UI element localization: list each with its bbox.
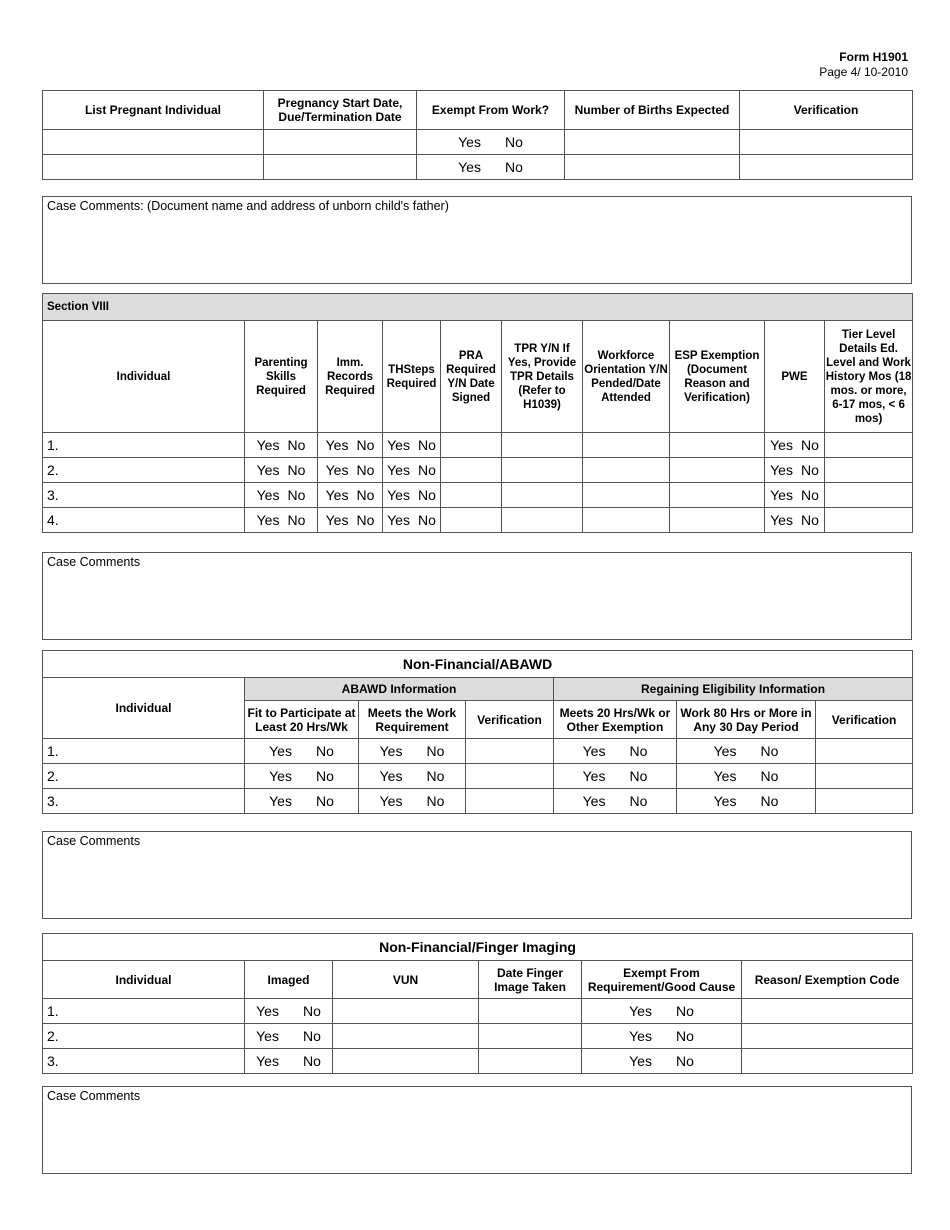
pregnancy-date-field[interactable]: [264, 130, 417, 155]
births-field[interactable]: [565, 130, 740, 155]
pra-field[interactable]: [441, 508, 502, 533]
table-row: [43, 739, 913, 764]
verification-field[interactable]: [466, 789, 554, 814]
col-exempt-from-work: Exempt From Work?: [417, 91, 565, 130]
tpr-field[interactable]: [502, 458, 583, 483]
yes-option[interactable]: Yes: [387, 512, 410, 528]
col-pregnant-individual: List Pregnant Individual: [43, 91, 264, 130]
births-field[interactable]: [565, 155, 740, 180]
abawd-table: [42, 650, 913, 814]
tpr-field[interactable]: [502, 483, 583, 508]
table-row: [43, 483, 913, 508]
tpr-field[interactable]: [502, 433, 583, 458]
regaining-eligibility-group: Regaining Eligibility Information: [554, 678, 913, 701]
yes-option[interactable]: Yes: [256, 437, 280, 453]
table-row: [43, 433, 913, 458]
col-imaged: Imaged: [245, 961, 333, 999]
no-option[interactable]: No: [760, 793, 779, 809]
yes-option[interactable]: Yes: [770, 487, 793, 503]
yes-option[interactable]: Yes: [770, 462, 793, 478]
form-header: [819, 50, 908, 80]
verification-field[interactable]: [816, 764, 913, 789]
no-option[interactable]: No: [426, 793, 445, 809]
verification-field[interactable]: [466, 764, 554, 789]
yes-option[interactable]: Yes: [269, 743, 292, 759]
no-option[interactable]: No: [287, 437, 306, 453]
table-row: [43, 155, 913, 180]
yes-option[interactable]: Yes: [256, 462, 280, 478]
table-row: [43, 1049, 913, 1074]
no-option[interactable]: No: [629, 793, 648, 809]
col-pwe: PWE: [765, 321, 825, 433]
yes-option[interactable]: Yes: [713, 768, 737, 784]
pregnant-individual-field[interactable]: [43, 130, 264, 155]
esp-field[interactable]: [670, 433, 765, 458]
no-option[interactable]: No: [426, 743, 445, 759]
row-number: 2.: [43, 764, 245, 789]
reason-field[interactable]: [742, 1049, 913, 1074]
no-option[interactable]: No: [760, 768, 779, 784]
table-row: [43, 999, 913, 1024]
col-esp-exemption: ESP Exemption (Document Reason and Verification): [670, 321, 765, 433]
yes-option[interactable]: Yes: [387, 437, 410, 453]
yes-option[interactable]: Yes: [269, 768, 292, 784]
no-option[interactable]: No: [315, 768, 334, 784]
col-meets-20-hrs: Meets 20 Hrs/Wk or Other Exemption: [554, 701, 677, 739]
col-exempt-from-req: Exempt From Requirement/Good Cause: [582, 961, 742, 999]
row-number: 2.: [43, 1024, 245, 1049]
yes-option[interactable]: Yes: [256, 487, 280, 503]
yes-option[interactable]: Yes: [582, 743, 606, 759]
yes-option[interactable]: Yes: [629, 1028, 652, 1044]
case-comments-label: Case Comments: (Document name and address of unborn child's father): [47, 199, 449, 213]
pregnancy-table: [42, 90, 913, 180]
no-option[interactable]: No: [315, 793, 334, 809]
table-row: [43, 458, 913, 483]
date-field[interactable]: [479, 1049, 582, 1074]
vun-field[interactable]: [333, 999, 479, 1024]
abawd-info-group: ABAWD Information: [245, 678, 554, 701]
yes-option[interactable]: Yes: [629, 1053, 652, 1069]
col-vun: VUN: [333, 961, 479, 999]
col-tpr: TPR Y/N If Yes, Provide TPR Details (Refer to H1039): [502, 321, 583, 433]
verification-field[interactable]: [740, 155, 913, 180]
tpr-field[interactable]: [502, 508, 583, 533]
section-viii-title: Section VIII: [43, 294, 913, 321]
no-option[interactable]: No: [417, 437, 436, 453]
row-number: 3.: [43, 1049, 245, 1074]
yes-option[interactable]: Yes: [770, 512, 793, 528]
row-number: 3.: [43, 789, 245, 814]
no-option[interactable]: No: [800, 462, 819, 478]
pra-field[interactable]: [441, 483, 502, 508]
verification-field[interactable]: [816, 789, 913, 814]
case-comments-label: Case Comments: [47, 834, 141, 848]
no-option[interactable]: No: [800, 512, 819, 528]
col-individual: Individual: [43, 678, 245, 739]
pregnancy-date-field[interactable]: [264, 155, 417, 180]
row-number: 3.: [43, 483, 245, 508]
yes-option[interactable]: Yes: [256, 1003, 279, 1019]
section-viii-table: [42, 293, 913, 533]
row-number: 1.: [43, 999, 245, 1024]
tier-field[interactable]: [825, 483, 913, 508]
yes-option[interactable]: Yes: [458, 159, 481, 175]
no-option[interactable]: No: [302, 1028, 321, 1044]
no-option[interactable]: No: [315, 743, 334, 759]
row-number: 2.: [43, 458, 245, 483]
col-parenting-skills: Parenting Skills Required: [245, 321, 318, 433]
no-option[interactable]: No: [356, 462, 375, 478]
no-option[interactable]: No: [287, 487, 306, 503]
tier-field[interactable]: [825, 508, 913, 533]
yes-option[interactable]: Yes: [458, 134, 481, 150]
yes-option[interactable]: Yes: [629, 1003, 652, 1019]
no-option[interactable]: No: [356, 512, 375, 528]
reason-field[interactable]: [742, 999, 913, 1024]
col-date-finger-image: Date Finger Image Taken: [479, 961, 582, 999]
no-option[interactable]: No: [417, 462, 436, 478]
no-option[interactable]: No: [417, 512, 436, 528]
esp-field[interactable]: [670, 458, 765, 483]
form-number: Form H1901: [839, 50, 908, 64]
col-pra: PRA Required Y/N Date Signed: [441, 321, 502, 433]
no-option[interactable]: No: [504, 159, 523, 175]
date-field[interactable]: [479, 1024, 582, 1049]
no-option[interactable]: No: [356, 487, 375, 503]
yes-option[interactable]: Yes: [379, 743, 403, 759]
no-option[interactable]: No: [675, 1028, 694, 1044]
case-comments-4[interactable]: [42, 1086, 912, 1174]
abawd-title: Non-Financial/ABAWD: [43, 651, 913, 678]
verification-field[interactable]: [466, 739, 554, 764]
table-row: [43, 1024, 913, 1049]
table-row: [43, 130, 913, 155]
no-option[interactable]: No: [504, 134, 523, 150]
pra-field[interactable]: [441, 433, 502, 458]
tier-field[interactable]: [825, 458, 913, 483]
col-individual: Individual: [43, 961, 245, 999]
col-pregnancy-dates: Pregnancy Start Date, Due/Termination Date: [264, 91, 417, 130]
col-fit-to-participate: Fit to Participate at Least 20 Hrs/Wk: [245, 701, 359, 739]
no-option[interactable]: No: [800, 437, 819, 453]
table-row: [43, 508, 913, 533]
row-number: 4.: [43, 508, 245, 533]
vun-field[interactable]: [333, 1049, 479, 1074]
col-reason-exemption-code: Reason/ Exemption Code: [742, 961, 913, 999]
no-option[interactable]: No: [800, 487, 819, 503]
reason-field[interactable]: [742, 1024, 913, 1049]
yes-option[interactable]: Yes: [325, 512, 349, 528]
vun-field[interactable]: [333, 1024, 479, 1049]
table-row: [43, 764, 913, 789]
finger-imaging-table: [42, 933, 913, 1074]
case-comments-3[interactable]: [42, 831, 912, 919]
case-comments-label: Case Comments: [47, 1089, 141, 1103]
yes-option[interactable]: Yes: [582, 768, 606, 784]
yes-option[interactable]: Yes: [582, 793, 606, 809]
no-option[interactable]: No: [417, 487, 436, 503]
workforce-field[interactable]: [583, 483, 670, 508]
verification-field[interactable]: [740, 130, 913, 155]
no-option[interactable]: No: [287, 462, 306, 478]
yes-option[interactable]: Yes: [269, 793, 292, 809]
workforce-field[interactable]: [583, 433, 670, 458]
yes-option[interactable]: Yes: [325, 437, 349, 453]
no-option[interactable]: No: [629, 768, 648, 784]
no-option[interactable]: No: [675, 1003, 694, 1019]
case-comments-label: Case Comments: [47, 555, 141, 569]
no-option[interactable]: No: [287, 512, 306, 528]
row-number: 1.: [43, 739, 245, 764]
no-option[interactable]: No: [426, 768, 445, 784]
no-option[interactable]: No: [675, 1053, 694, 1069]
yes-option[interactable]: Yes: [770, 437, 793, 453]
table-row: [43, 789, 913, 814]
col-tier-level: Tier Level Details Ed. Level and Work History Mos (18 mos. or more, 6-17 mos, < 6 mos): [825, 321, 913, 433]
col-imm-records: Imm. Records Required: [318, 321, 383, 433]
no-option[interactable]: No: [302, 1003, 321, 1019]
yes-option[interactable]: Yes: [256, 512, 280, 528]
pregnant-individual-field[interactable]: [43, 155, 264, 180]
date-field[interactable]: [479, 999, 582, 1024]
case-comments-2[interactable]: [42, 552, 912, 640]
pra-field[interactable]: [441, 458, 502, 483]
verification-field[interactable]: [816, 739, 913, 764]
yes-option[interactable]: Yes: [713, 793, 737, 809]
yes-option[interactable]: Yes: [387, 462, 410, 478]
yes-option[interactable]: Yes: [379, 793, 403, 809]
yes-option[interactable]: Yes: [256, 1053, 279, 1069]
yes-option[interactable]: Yes: [379, 768, 403, 784]
tier-field[interactable]: [825, 433, 913, 458]
workforce-field[interactable]: [583, 458, 670, 483]
no-option[interactable]: No: [356, 437, 375, 453]
col-thsteps: THSteps Required: [383, 321, 441, 433]
yes-option[interactable]: Yes: [387, 487, 410, 503]
col-meets-work-req: Meets the Work Requirement: [359, 701, 466, 739]
col-individual: Individual: [43, 321, 245, 433]
workforce-field[interactable]: [583, 508, 670, 533]
col-births-expected: Number of Births Expected: [565, 91, 740, 130]
col-workforce: Workforce Orientation Y/N Pended/Date Attended: [583, 321, 670, 433]
no-option[interactable]: No: [302, 1053, 321, 1069]
col-verification-2: Verification: [816, 701, 913, 739]
yes-option[interactable]: Yes: [256, 1028, 279, 1044]
no-option[interactable]: No: [760, 743, 779, 759]
esp-field[interactable]: [670, 483, 765, 508]
yes-option[interactable]: Yes: [325, 487, 349, 503]
page-info: Page 4/ 10-2010: [819, 65, 908, 79]
yes-option[interactable]: Yes: [325, 462, 349, 478]
yes-option[interactable]: Yes: [713, 743, 737, 759]
no-option[interactable]: No: [629, 743, 648, 759]
case-comments-1[interactable]: [42, 196, 912, 284]
col-verification: Verification: [740, 91, 913, 130]
finger-imaging-title: Non-Financial/Finger Imaging: [43, 934, 913, 961]
row-number: 1.: [43, 433, 245, 458]
col-work-80-hrs: Work 80 Hrs or More in Any 30 Day Period: [677, 701, 816, 739]
col-verification: Verification: [466, 701, 554, 739]
esp-field[interactable]: [670, 508, 765, 533]
